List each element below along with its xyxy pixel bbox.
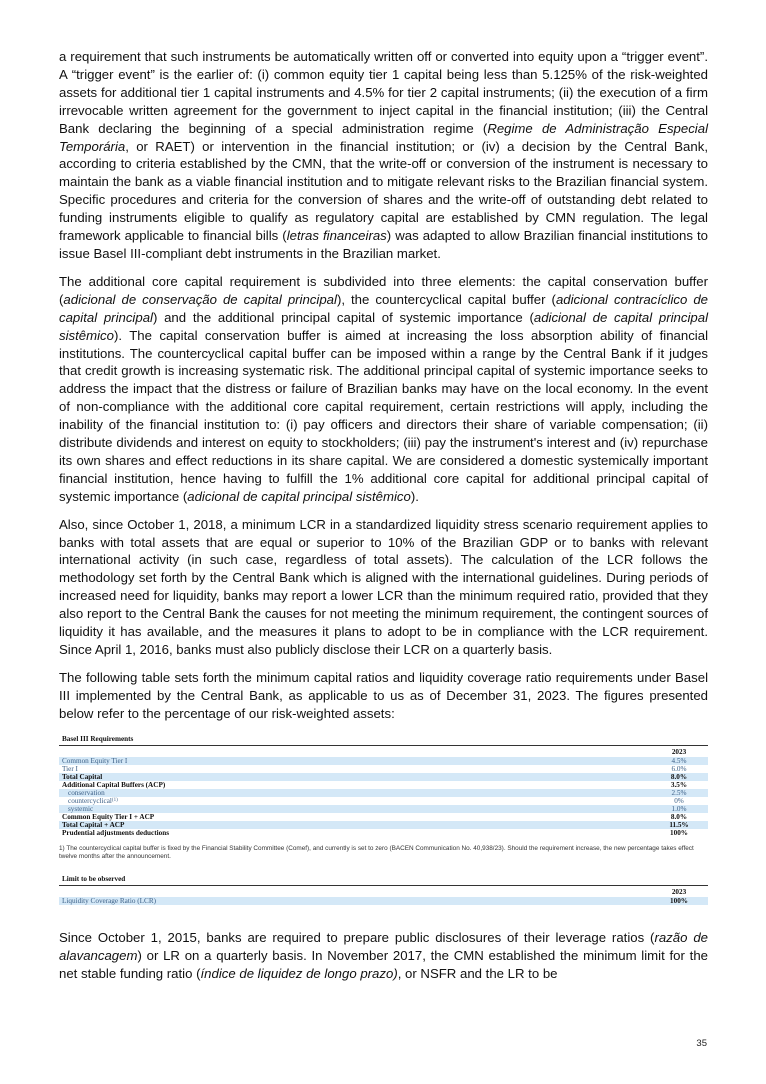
- year-label: 2023: [671, 888, 687, 897]
- row-label: Additional Capital Buffers (ACP): [62, 780, 166, 789]
- row-label: systemic: [68, 805, 94, 814]
- table-row: [59, 757, 708, 765]
- italic-term: adicional de conservação de capital principal: [63, 291, 337, 307]
- row-value: 11.5%: [669, 821, 689, 830]
- row-label: Liquidity Coverage Ratio (LCR): [62, 897, 157, 906]
- paragraph-leverage-ratio: [59, 929, 708, 983]
- text-run: , or RAET) or intervention in the financial institution; or (iv) a decision by the Central Bank, according to criteria established by the CMN, that the write-off or conversion of the instrument is necessary to maintain the bank as a viable financial institution and to mitigate relevant risks to the Brazilian financial system. Specific procedures and criteria for the conversion of shares and the write-off of outstanding debt related to funding instruments eligible to qualify as regulatory capital are established by CMN regulation. The legal framework applicable to financial bills (: [59, 138, 708, 244]
- table-row: [59, 797, 708, 805]
- text-run: , or NSFR and the LR to be: [397, 966, 558, 982]
- text-run: ) and the additional principal capital of systemic importance (: [152, 309, 534, 325]
- table-rule: [59, 885, 708, 886]
- text-run: ), the countercyclical capital buffer (: [336, 291, 556, 307]
- row-value: 8.0%: [670, 813, 688, 822]
- row-value: 8.0%: [670, 772, 688, 781]
- text-run: ).: [410, 488, 419, 504]
- row-label-text: countercyclical: [68, 797, 112, 806]
- row-label: Total Capital: [62, 772, 103, 781]
- paragraph-table-intro: The following table sets forth the minimum capital ratios and liquidity coverage ratio requirements under Basel III implemented by the Central Bank, as applicable to us as of December 31, 2023. The figures presented below refer to the percentage of our risk-weighted assets:: [59, 669, 708, 721]
- table-title: Basel III Requirements: [62, 734, 134, 743]
- row-label: Common Equity Tier I + ACP: [62, 813, 155, 822]
- table-row: [59, 897, 708, 905]
- paragraph-trigger-event: [59, 48, 708, 263]
- row-label: conservation: [68, 789, 105, 797]
- text-run: Since October 1, 2015, banks are required to prepare public disclosures of their leverage ratios (: [59, 930, 655, 946]
- footnote-marker: (1): [111, 798, 118, 804]
- table-year-header: [59, 888, 708, 897]
- italic-term: adicional de capital principal sistêmico: [59, 309, 708, 343]
- table-row: [59, 829, 708, 837]
- table-row: [59, 813, 708, 821]
- page-number: 35: [696, 1038, 707, 1049]
- row-label: Total Capital + ACP: [62, 821, 125, 830]
- italic-term: razão de alavancagem: [59, 930, 708, 964]
- table-row: [59, 765, 708, 773]
- text-run: ). The capital conservation buffer is aimed at increasing the loss absorption ability of financial institutions. The countercyclical capital buffer can be imposed within a range by the Central Bank if it judges that credit growth is increasing systematic risk. The additional principal capital of systemic importance seeks to address the impact that the distress or failure of Brazilian banks may have on the local economy. In the event of non-compliance with the additional core capital requirement, certain restrictions will apply, including the inability of the financial institution to: (i) pay officers and directors their share of variable compensation; (ii) distribute dividends and interest on equity to stockholders; (iii) pay the instrument's interest and (iv) repurchase its own shares and effect reductions in its share capital. We are considered a domestic systemically important financial institution, hence having to fulfill the 1% additional core capital for additional principal capital of systemic importance (: [59, 327, 708, 504]
- row-value: 6.0%: [671, 764, 687, 773]
- table-row: [59, 805, 708, 813]
- document-page: [59, 48, 708, 993]
- text-run: ) was adapted to allow Brazilian financial institutions to issue Basel III-compliant debt instruments in the Brazilian market.: [59, 228, 708, 261]
- basel-requirements-table: [59, 733, 708, 862]
- row-value: 3.5%: [670, 780, 688, 789]
- text-run: a requirement that such instruments be automatically written off or converted into equity upon a “trigger event”. A “trigger event” is the earlier of: (i) common equity tier 1 capital being less than 5.125% of the risk-weighted assets for additional tier 1 capital instruments and 4.5% for tier 2 capital instruments; (ii) the execution of a firm irrevocable written agreement for the government to inject capital in the financial institution; (iii) the Central Bank declaring the beginning of a special administration regime (: [59, 49, 708, 136]
- year-label: 2023: [671, 747, 687, 756]
- table-row: [59, 789, 708, 797]
- text-run: The additional core capital requirement is subdivided into three elements: the capital conservation buffer (: [59, 273, 708, 307]
- table-year-header: [59, 748, 708, 757]
- table-row: [59, 781, 708, 789]
- liquidity-limit-table: [59, 873, 708, 905]
- row-label: Prudential adjustments deductions: [62, 829, 170, 838]
- italic-term: índice de liquidez de longo prazo): [200, 966, 398, 982]
- text-run: ) or LR on a quarterly basis. In November 2017, the CMN established the minimum limit for the net stable funding ratio (: [59, 948, 708, 982]
- table-title: Limit to be observed: [62, 875, 126, 884]
- row-value: 1.0%: [671, 805, 687, 814]
- row-value: 100%: [670, 897, 688, 906]
- table-row: [59, 821, 708, 829]
- row-label: Common Equity Tier I: [62, 756, 128, 765]
- row-value: 0%: [674, 797, 684, 806]
- italic-term: adicional contracíclico de capital principal: [59, 291, 709, 325]
- italic-term: Regime de Administração Especial Temporária: [59, 120, 709, 154]
- table-row: [59, 773, 708, 781]
- row-label: Tier I: [62, 764, 78, 773]
- italic-term: adicional de capital principal sistêmico: [187, 488, 411, 504]
- paragraph-lcr: Also, since October 1, 2018, a minimum LCR in a standardized liquidity stress scenario requirement applies to banks with total assets that are equal or superior to 10% of the Brazilian GDP or to banks with relevant international activity (in such case, regardless of total assets). The calculation of the LCR follows the methodology set forth by the Central Bank which is aligned with the international guidelines. During periods of increased need for liquidity, banks may report a lower LCR than the minimum required ratio, provided that they also report to the Central Bank the causes for not meeting the minimum requirement, the contingent sources of liquidity it has available, and the measures it plans to adopt to be in compliance with the LCR requirement. Since April 1, 2016, banks must also publicly disclose their LCR on a quarterly basis.: [59, 516, 708, 657]
- italic-term: letras financeiras: [286, 228, 387, 244]
- row-value: 2.5%: [671, 789, 687, 797]
- row-value: 100%: [670, 829, 688, 838]
- paragraph-additional-core-capital: [59, 273, 708, 506]
- table-rule: [59, 745, 708, 746]
- table-footnote: 1) The countercyclical capital buffer is fixed by the Financial Stability Committee (Comef), and currently is set to zero (BACEN Communication No. 40,938/23). Should the requirement increase, the new percentage takes effect twelve months after the announcement.: [59, 844, 694, 860]
- row-label: [62, 797, 650, 805]
- row-value: 4.5%: [671, 756, 687, 765]
